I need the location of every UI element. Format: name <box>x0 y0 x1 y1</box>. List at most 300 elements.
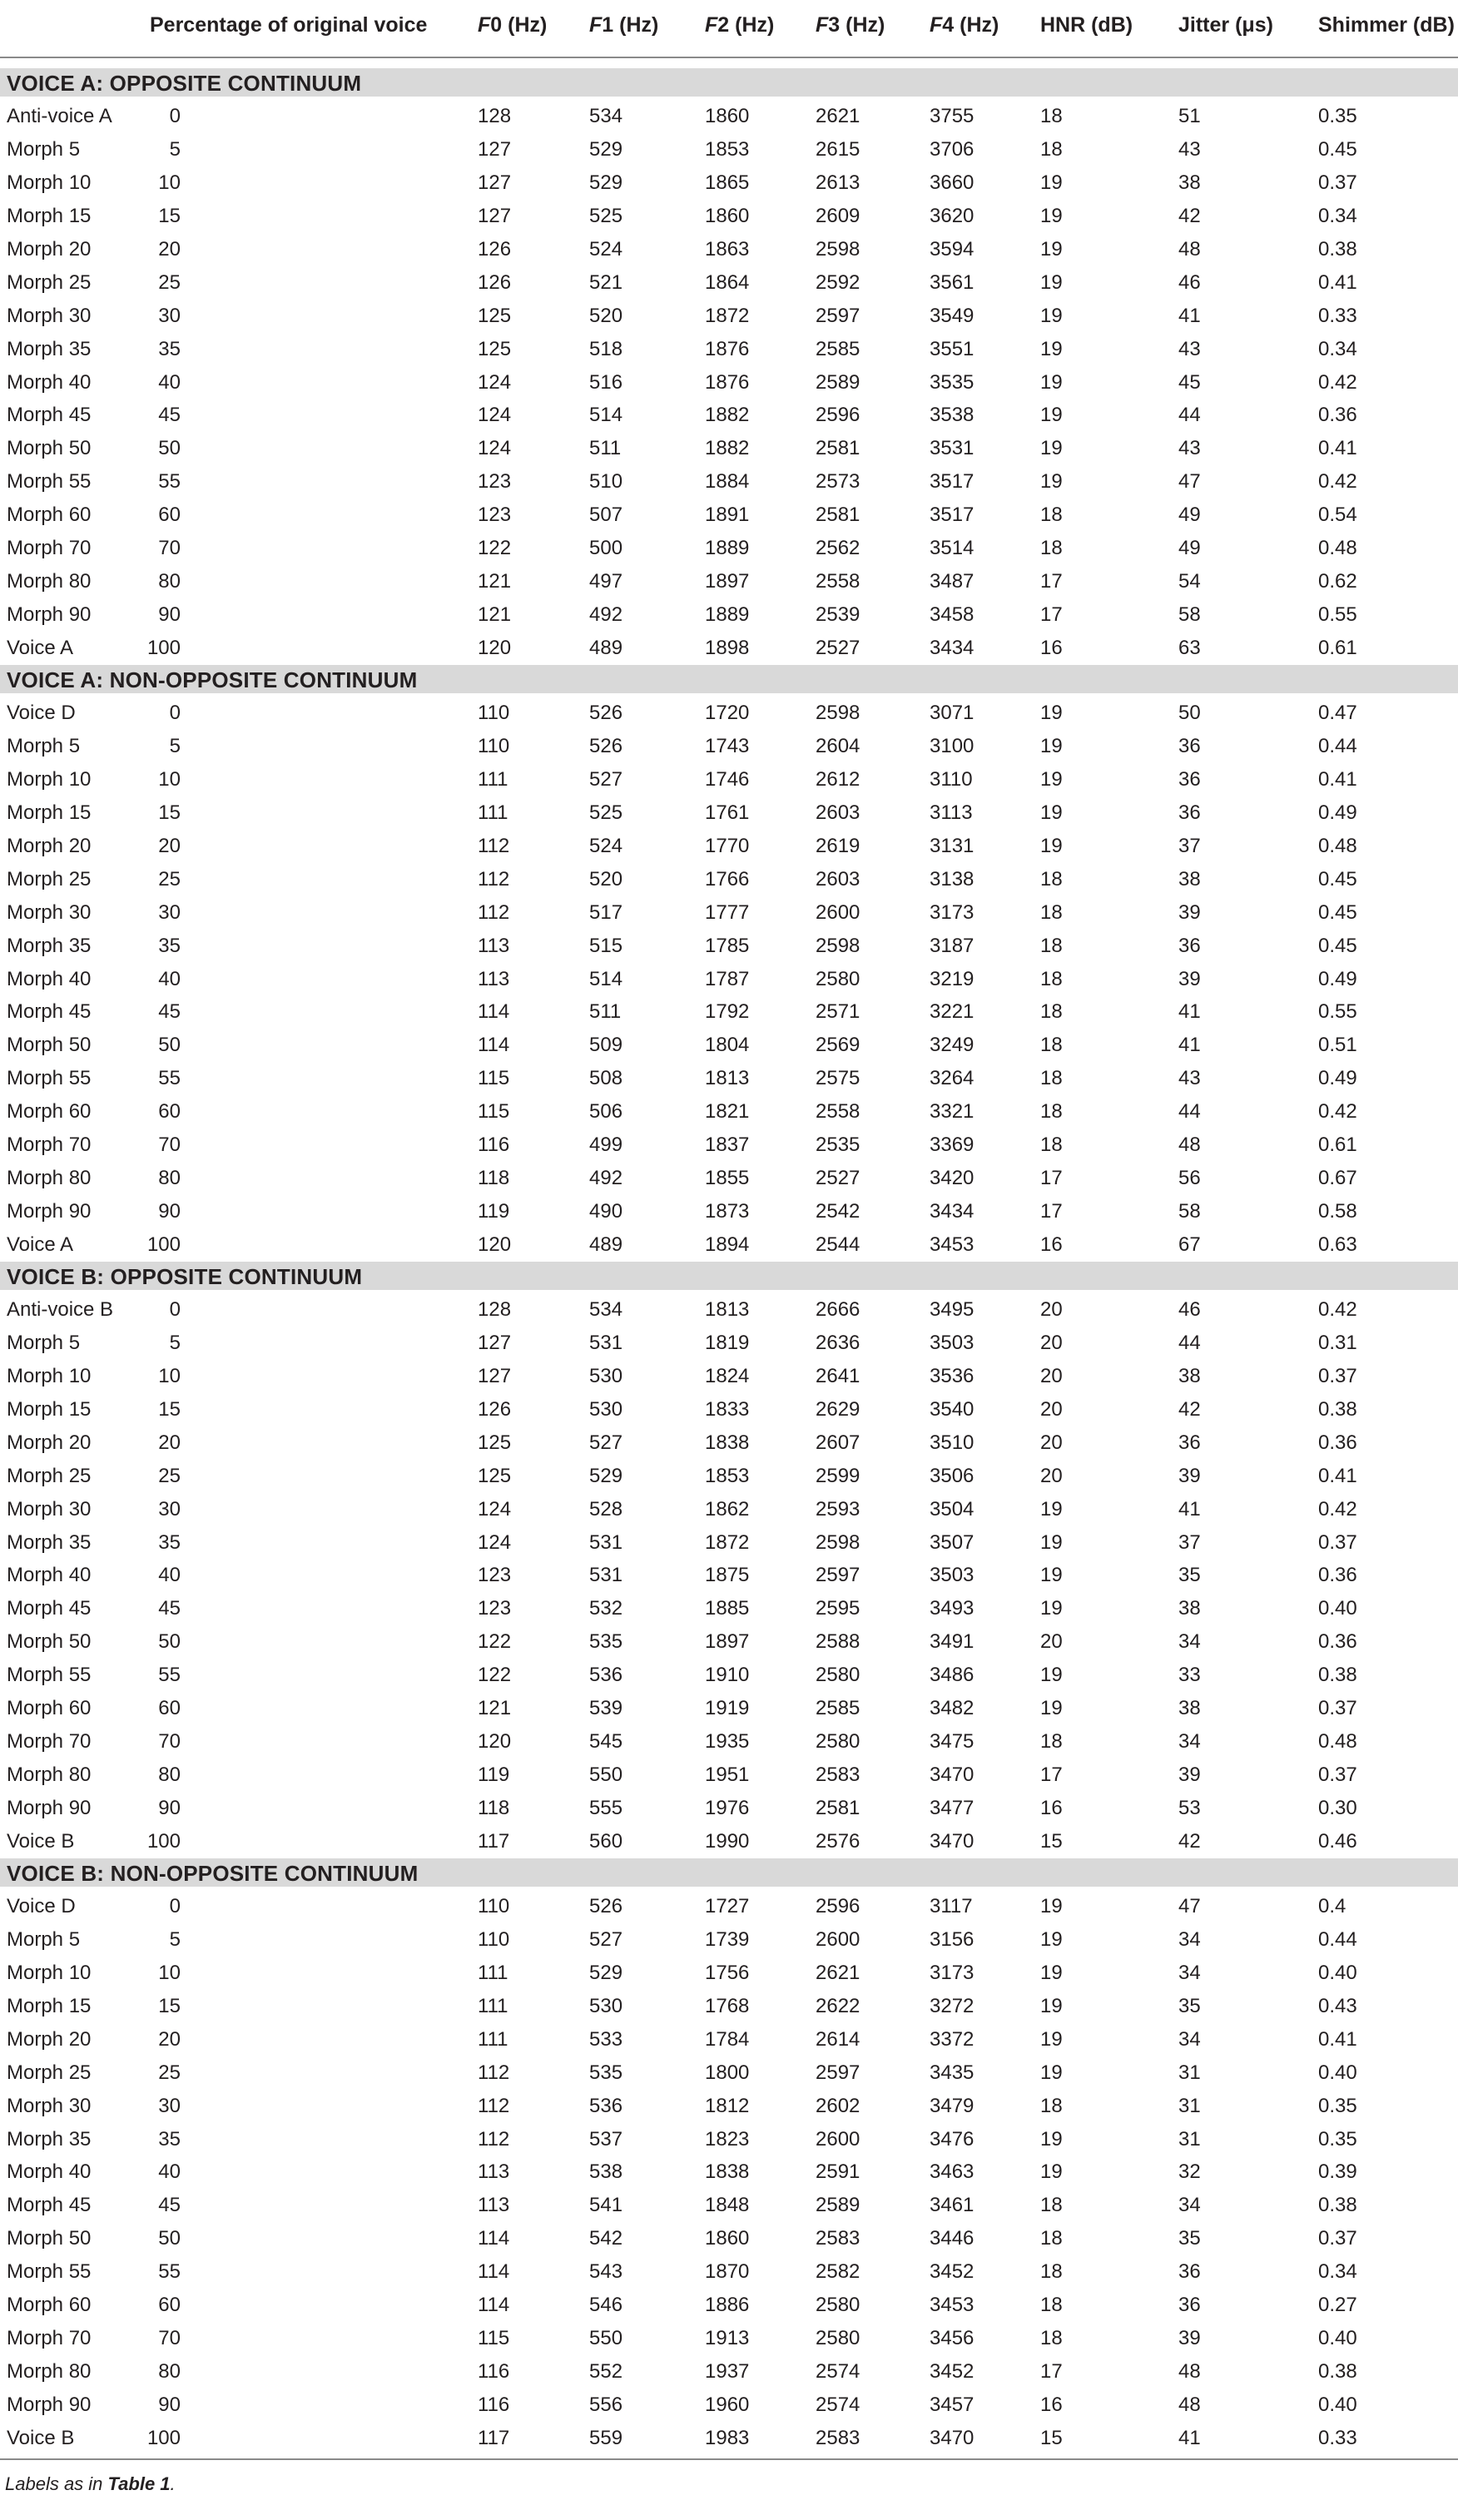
table-cell: 2666 <box>816 1297 860 1321</box>
table-cell: 1872 <box>705 1530 750 1554</box>
table-cell: 60 <box>158 1697 181 1720</box>
table-cell: 1787 <box>705 967 750 990</box>
table-cell: 2539 <box>816 603 860 627</box>
section-title: VOICE B: NON-OPPOSITE CONTINUUM <box>7 1860 419 1886</box>
table-cell: 0.38 <box>1318 1664 1357 1687</box>
table-cell: Morph 30 <box>7 2094 92 2117</box>
table-cell: 0.42 <box>1318 1497 1357 1520</box>
table-cell: 31 <box>1178 2127 1201 2150</box>
table-cell: 113 <box>478 934 510 957</box>
column-header: Jitter (μs) <box>1178 13 1273 37</box>
table-cell: 124 <box>478 1530 512 1554</box>
table-row <box>0 1129 1458 1162</box>
table-cell: Morph 90 <box>7 1200 92 1223</box>
table-cell: 15 <box>158 204 181 227</box>
table-cell: 18 <box>1040 504 1063 527</box>
table-cell: 43 <box>1178 337 1201 360</box>
table-row <box>0 2289 1458 2322</box>
table-cell: 19 <box>1040 1961 1063 1984</box>
table-row <box>0 963 1458 996</box>
table-cell: 3540 <box>930 1397 974 1421</box>
table-cell: 0.37 <box>1318 2227 1357 2250</box>
table-cell: 36 <box>1178 1431 1201 1454</box>
table-cell: 2593 <box>816 1497 860 1520</box>
table-cell: 40 <box>158 1564 181 1587</box>
table-cell: 2604 <box>816 734 860 757</box>
table-cell: 559 <box>589 2426 623 2449</box>
table-cell: 19 <box>1040 370 1063 394</box>
table-cell: 3551 <box>930 337 974 360</box>
table-cell: 15 <box>158 801 181 824</box>
table-row <box>0 2123 1458 2156</box>
table-cell: 0.48 <box>1318 834 1357 857</box>
table-cell: 3131 <box>930 834 974 857</box>
table-cell: 0.42 <box>1318 370 1357 394</box>
table-cell: 55 <box>158 470 181 494</box>
table-cell: 116 <box>478 2394 510 2417</box>
table-cell: Morph 5 <box>7 734 81 757</box>
table-cell: 531 <box>589 1530 623 1554</box>
table-cell: 5 <box>169 1331 181 1354</box>
table-cell: 90 <box>158 2394 181 2417</box>
table-cell: 3264 <box>930 1067 974 1090</box>
table-cell: 2619 <box>816 834 860 857</box>
table-cell: Morph 25 <box>7 1464 92 1487</box>
table-cell: 2583 <box>816 2426 860 2449</box>
table-cell: Morph 15 <box>7 1397 92 1421</box>
table-cell: 19 <box>1040 237 1063 260</box>
table-cell: 120 <box>478 637 512 660</box>
table-cell: 2597 <box>816 304 860 327</box>
table-cell: Morph 70 <box>7 1134 92 1157</box>
table-cell: 31 <box>1178 2094 1201 2117</box>
table-cell: 2595 <box>816 1597 860 1620</box>
table-row <box>0 532 1458 565</box>
table-cell: 41 <box>1178 2426 1201 2449</box>
table-cell: 1739 <box>705 1927 750 1951</box>
table-cell: 2596 <box>816 1894 860 1917</box>
table-cell: 3435 <box>930 2061 974 2084</box>
table-cell: 2558 <box>816 570 860 593</box>
table-row <box>0 2422 1458 2455</box>
table-cell: 1864 <box>705 270 750 294</box>
table-cell: Morph 80 <box>7 2360 92 2384</box>
table-row <box>0 863 1458 896</box>
table-cell: 56 <box>1178 1167 1201 1190</box>
table-cell: Morph 40 <box>7 370 92 394</box>
table-cell: 35 <box>158 1530 181 1554</box>
table-cell: 48 <box>1178 1134 1201 1157</box>
table-cell: 0.34 <box>1318 204 1357 227</box>
table-row <box>0 399 1458 432</box>
table-cell: Morph 20 <box>7 1431 92 1454</box>
table-cell: 499 <box>589 1134 623 1157</box>
table-cell: 16 <box>1040 1233 1063 1257</box>
table-cell: 119 <box>478 1764 510 1787</box>
table-cell: 3173 <box>930 900 974 924</box>
table-cell: Morph 15 <box>7 1994 92 2017</box>
table-cell: 492 <box>589 603 623 627</box>
table-cell: 552 <box>589 2360 623 2384</box>
table-cell: 117 <box>478 2426 510 2449</box>
table-row <box>0 995 1458 1029</box>
table-cell: 16 <box>1040 2394 1063 2417</box>
table-cell: 18 <box>1040 967 1063 990</box>
table-row <box>0 266 1458 300</box>
table-cell: 3452 <box>930 2260 974 2284</box>
table-cell: 34 <box>1178 2027 1201 2051</box>
table-cell: 3457 <box>930 2394 974 2417</box>
table-cell: 2583 <box>816 2227 860 2250</box>
table-cell: 112 <box>478 2094 510 2117</box>
table-cell: Morph 60 <box>7 2294 92 2317</box>
table-cell: 120 <box>478 1730 512 1754</box>
table-cell: 3420 <box>930 1167 974 1190</box>
table-row <box>0 1890 1458 1923</box>
table-cell: 119 <box>478 1200 510 1223</box>
table-cell: 2591 <box>816 2160 860 2184</box>
table-cell: 125 <box>478 304 512 327</box>
table-cell: Morph 90 <box>7 1797 92 1820</box>
table-cell: 19 <box>1040 1530 1063 1554</box>
table-cell: 0.40 <box>1318 1961 1357 1984</box>
table-cell: 2598 <box>816 1530 860 1554</box>
table-cell: 115 <box>478 2327 510 2350</box>
table-cell: 100 <box>146 1233 181 1257</box>
table-cell: 0.51 <box>1318 1034 1357 1057</box>
table-cell: 2589 <box>816 370 860 394</box>
table-cell: 55 <box>158 1664 181 1687</box>
table-cell: 2599 <box>816 1464 860 1487</box>
table-cell: 0.55 <box>1318 1000 1357 1024</box>
table-cell: 60 <box>158 1100 181 1124</box>
table-cell: 19 <box>1040 437 1063 460</box>
table-cell: 2569 <box>816 1034 860 1057</box>
table-cell: 536 <box>589 1664 623 1687</box>
table-cell: 1937 <box>705 2360 750 2384</box>
table-cell: 20 <box>1040 1364 1063 1387</box>
table-cell: 0.31 <box>1318 1331 1357 1354</box>
table-cell: 3219 <box>930 967 974 990</box>
table-cell: 506 <box>589 1100 623 1124</box>
table-cell: 1913 <box>705 2327 750 2350</box>
table-cell: 535 <box>589 1630 623 1654</box>
table-cell: 2603 <box>816 801 860 824</box>
table-cell: Morph 50 <box>7 1034 92 1057</box>
table-cell: 1876 <box>705 370 750 394</box>
table-cell: 1813 <box>705 1067 750 1090</box>
table-cell: 1990 <box>705 1830 750 1853</box>
table-cell: 1875 <box>705 1564 750 1587</box>
table-cell: 90 <box>158 1200 181 1223</box>
table-cell: Morph 55 <box>7 1067 92 1090</box>
table-cell: 111 <box>478 1961 508 1984</box>
table-cell: 0.36 <box>1318 1431 1357 1454</box>
table-cell: 111 <box>478 1994 508 2017</box>
table-cell: 2589 <box>816 2194 860 2217</box>
table-cell: 19 <box>1040 171 1063 194</box>
table-row <box>0 1293 1458 1327</box>
table-cell: 0.39 <box>1318 2160 1357 2184</box>
table-cell: 1960 <box>705 2394 750 2417</box>
table-cell: 42 <box>1178 1830 1201 1853</box>
table-cell: 127 <box>478 204 512 227</box>
table-cell: 10 <box>158 171 181 194</box>
table-cell: 31 <box>1178 2061 1201 2084</box>
table-cell: 55 <box>158 2260 181 2284</box>
table-cell: 43 <box>1178 437 1201 460</box>
table-cell: Morph 35 <box>7 1530 92 1554</box>
table-cell: 127 <box>478 171 512 194</box>
table-cell: 18 <box>1040 2294 1063 2317</box>
section-title: VOICE A: NON-OPPOSITE CONTINUUM <box>7 667 418 692</box>
table-cell: 39 <box>1178 967 1201 990</box>
table-cell: 17 <box>1040 1200 1063 1223</box>
table-cell: Morph 90 <box>7 2394 92 2417</box>
table-cell: Morph 70 <box>7 2327 92 2350</box>
table-cell: 550 <box>589 1764 623 1787</box>
table-cell: 2580 <box>816 1730 860 1754</box>
table-row <box>0 1659 1458 1692</box>
table-cell: Morph 50 <box>7 437 92 460</box>
table-cell: 18 <box>1040 1067 1063 1090</box>
table-cell: 0.38 <box>1318 2194 1357 2217</box>
table-cell: 18 <box>1040 137 1063 161</box>
table-cell: Morph 35 <box>7 934 92 957</box>
table-cell: Morph 50 <box>7 1630 92 1654</box>
table-row <box>0 763 1458 796</box>
table-cell: 2585 <box>816 1697 860 1720</box>
table-cell: 1884 <box>705 470 750 494</box>
table-cell: 3113 <box>930 801 973 824</box>
section-header <box>0 68 1458 97</box>
table-cell: 39 <box>1178 900 1201 924</box>
table-cell: 35 <box>1178 2227 1201 2250</box>
table-cell: 3117 <box>930 1894 973 1917</box>
table-cell: 0.44 <box>1318 734 1357 757</box>
table-cell: 3620 <box>930 204 974 227</box>
table-cell: 492 <box>589 1167 623 1190</box>
table-cell: 556 <box>589 2394 623 2417</box>
table-row <box>0 166 1458 200</box>
table-cell: 0.40 <box>1318 1597 1357 1620</box>
table-cell: 100 <box>146 1830 181 1853</box>
table-row <box>0 1559 1458 1592</box>
table-row <box>0 2222 1458 2255</box>
table-cell: 42 <box>1178 1397 1201 1421</box>
table-bottom-rule <box>0 2458 1458 2460</box>
table-cell: 0.44 <box>1318 1927 1357 1951</box>
table-cell: 0.40 <box>1318 2327 1357 2350</box>
table-cell: 47 <box>1178 1894 1201 1917</box>
table-row <box>0 930 1458 963</box>
table-row <box>0 200 1458 233</box>
table-cell: 2588 <box>816 1630 860 1654</box>
table-cell: 80 <box>158 1764 181 1787</box>
table-cell: 48 <box>1178 237 1201 260</box>
table-cell: 18 <box>1040 2227 1063 2250</box>
table-cell: 2597 <box>816 1564 860 1587</box>
table-cell: 3487 <box>930 570 974 593</box>
table-cell: 0.38 <box>1318 2360 1357 2384</box>
table-cell: 1838 <box>705 2160 750 2184</box>
table-cell: Morph 80 <box>7 1764 92 1787</box>
table-cell: 3594 <box>930 237 974 260</box>
table-cell: 0.46 <box>1318 1830 1357 1853</box>
table-row <box>0 1162 1458 1195</box>
table-row <box>0 1792 1458 1825</box>
table-cell: 19 <box>1040 270 1063 294</box>
table-cell: 118 <box>478 1167 510 1190</box>
table-cell: 39 <box>1178 2327 1201 2350</box>
table-cell: 16 <box>1040 637 1063 660</box>
table-cell: 17 <box>1040 2360 1063 2384</box>
table-cell: 3503 <box>930 1331 974 1354</box>
table-cell: 0.42 <box>1318 1297 1357 1321</box>
table-cell: 3510 <box>930 1431 974 1454</box>
table-cell: 2581 <box>816 437 860 460</box>
table-cell: 110 <box>478 1894 510 1917</box>
table-cell: Morph 60 <box>7 1697 92 1720</box>
table-cell: 3507 <box>930 1530 974 1554</box>
table-cell: 17 <box>1040 1764 1063 1787</box>
table-cell: 0.27 <box>1318 2294 1357 2317</box>
table-cell: 60 <box>158 2294 181 2317</box>
table-cell: 530 <box>589 1364 623 1387</box>
table-cell: Morph 20 <box>7 834 92 857</box>
table-cell: 490 <box>589 1200 623 1223</box>
table-cell: 48 <box>1178 2394 1201 2417</box>
table-row <box>0 2189 1458 2222</box>
table-cell: 30 <box>158 304 181 327</box>
table-row <box>0 1759 1458 1792</box>
table-cell: 1804 <box>705 1034 750 1057</box>
table-cell: 2600 <box>816 2127 860 2150</box>
table-cell: 3504 <box>930 1497 974 1520</box>
table-cell: Morph 60 <box>7 504 92 527</box>
table-cell: 0.37 <box>1318 171 1357 194</box>
table-cell: 524 <box>589 237 623 260</box>
table-cell: 3561 <box>930 270 974 294</box>
table-cell: 47 <box>1178 470 1201 494</box>
table-cell: 19 <box>1040 304 1063 327</box>
table-cell: 3503 <box>930 1564 974 1587</box>
table-cell: 0.37 <box>1318 1364 1357 1387</box>
table-cell: 2600 <box>816 1927 860 1951</box>
table-cell: 1876 <box>705 337 750 360</box>
table-cell: 90 <box>158 603 181 627</box>
table-cell: 1756 <box>705 1961 750 1984</box>
table-cell: 1821 <box>705 1100 750 1124</box>
table-row <box>0 2255 1458 2289</box>
table-cell: Morph 25 <box>7 2061 92 2084</box>
table-row <box>0 1029 1458 1062</box>
table-cell: 1837 <box>705 1134 750 1157</box>
table-cell: 120 <box>478 1233 512 1257</box>
table-cell: 530 <box>589 1397 623 1421</box>
table-cell: 539 <box>589 1697 623 1720</box>
table-cell: Morph 55 <box>7 470 92 494</box>
table-cell: 1865 <box>705 171 750 194</box>
table-cell: 41 <box>1178 1000 1201 1024</box>
table-cell: 20 <box>1040 1464 1063 1487</box>
table-cell: 45 <box>158 1597 181 1620</box>
table-cell: 1860 <box>705 204 750 227</box>
table-cell: Morph 5 <box>7 1927 81 1951</box>
table-cell: 1768 <box>705 1994 750 2017</box>
table-cell: 3475 <box>930 1730 974 1754</box>
table-cell: 125 <box>478 337 512 360</box>
table-cell: 2602 <box>816 2094 860 2117</box>
table-cell: 30 <box>158 2094 181 2117</box>
table-cell: 33 <box>1178 1664 1201 1687</box>
table-cell: 1863 <box>705 237 750 260</box>
table-cell: 112 <box>478 2061 510 2084</box>
table-row <box>0 1393 1458 1426</box>
table-cell: 1889 <box>705 603 750 627</box>
table-cell: 529 <box>589 171 623 194</box>
table-cell: 36 <box>1178 734 1201 757</box>
table-cell: 41 <box>1178 304 1201 327</box>
table-cell: 0.41 <box>1318 767 1357 791</box>
table-cell: 112 <box>478 2127 510 2150</box>
section-title: VOICE B: OPPOSITE CONTINUUM <box>7 1263 363 1289</box>
table-cell: 15 <box>158 1994 181 2017</box>
table-cell: 524 <box>589 834 623 857</box>
table-cell: 1853 <box>705 1464 750 1487</box>
table-cell: 3479 <box>930 2094 974 2117</box>
table-row <box>0 1062 1458 1095</box>
table-cell: 3514 <box>930 537 974 560</box>
table-cell: 0.41 <box>1318 2027 1357 2051</box>
table-cell: 529 <box>589 137 623 161</box>
table-cell: 123 <box>478 1564 512 1587</box>
table-cell: 0.49 <box>1318 967 1357 990</box>
table-cell: 1838 <box>705 1431 750 1454</box>
table-row <box>0 233 1458 266</box>
table-cell: 0.55 <box>1318 603 1357 627</box>
table-cell: 34 <box>1178 2194 1201 2217</box>
table-cell: 3531 <box>930 437 974 460</box>
table-cell: 5 <box>169 1927 181 1951</box>
table-cell: Morph 60 <box>7 1100 92 1124</box>
table-cell: 18 <box>1040 105 1063 127</box>
table-cell: 1983 <box>705 2426 750 2449</box>
table-cell: 0.37 <box>1318 1697 1357 1720</box>
table-cell: 1870 <box>705 2260 750 2284</box>
table-cell: 80 <box>158 570 181 593</box>
table-cell: 532 <box>589 1597 623 1620</box>
table-cell: 19 <box>1040 1564 1063 1587</box>
table-cell: 37 <box>1178 1530 1201 1554</box>
table-cell: 3486 <box>930 1664 974 1687</box>
table-cell: Anti-voice B <box>7 1297 114 1321</box>
table-cell: 114 <box>478 1000 510 1024</box>
table-cell: Anti-voice A <box>7 105 112 127</box>
table-cell: 55 <box>158 1067 181 1090</box>
table-cell: 46 <box>1178 1297 1201 1321</box>
table-cell: 58 <box>1178 1200 1201 1223</box>
table-cell: 527 <box>589 767 623 791</box>
table-cell: 0.48 <box>1318 1730 1357 1754</box>
table-cell: 41 <box>1178 1034 1201 1057</box>
table-cell: 19 <box>1040 2027 1063 2051</box>
table-cell: 2598 <box>816 934 860 957</box>
table-cell: 114 <box>478 2260 510 2284</box>
table-cell: 3156 <box>930 1927 974 1951</box>
table-cell: 19 <box>1040 734 1063 757</box>
table-cell: 54 <box>1178 570 1201 593</box>
